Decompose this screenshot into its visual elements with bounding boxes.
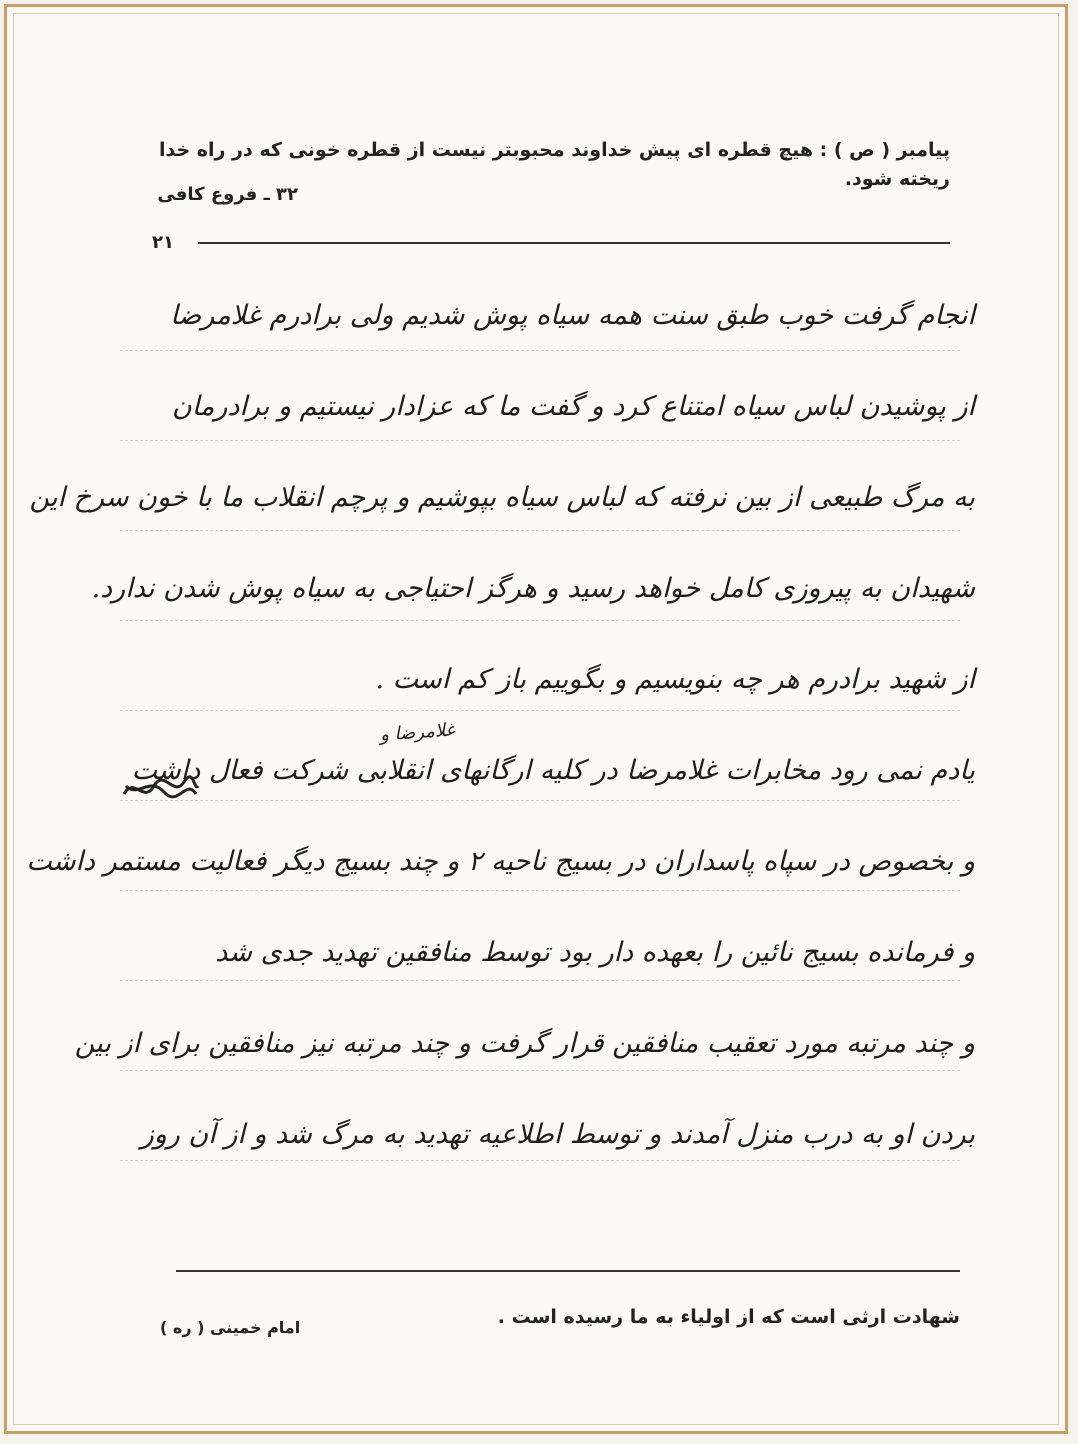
letter-line-3: به مرگ طبیعی از بین نرفته که لباس سیاه بپوشیم و پرچم انقلاب ما با خون سرخ این — [29, 482, 975, 513]
letter-line-8: و فرمانده بسیج نائین را بعهده دار بود توسط منافقین تهدید جدی شد — [215, 937, 975, 968]
page-number: ۲۱ — [152, 232, 174, 253]
letter-line-10: بردن او به درب منزل آمدند و توسط اطلاعیه تهدید به مرگ شد و از آن روز — [140, 1119, 975, 1150]
crossed-out-scribble — [120, 768, 200, 808]
letter-line-9: و چند مرتبه مورد تعقیب منافقین قرار گرفت و چند مرتبه نیز منافقین برای از بین — [74, 1028, 975, 1059]
header-quote: پیامبر ( ص ) : هیچ قطره ای پیش خداوند محبوبتر نیست از قطره خونی که در راه خدا ریخته شود. — [158, 139, 950, 190]
letter-line-1: انجام گرفت خوب طبق سنت همه سیاه پوش شدیم ولی برادرم غلامرضا — [170, 300, 975, 331]
header-source: ۳۲ ـ فروع کافی — [157, 184, 298, 205]
letter-line-5: از شهید برادرم هر چه بنویسیم و بگوییم باز کم است . — [375, 664, 975, 695]
margin-annotation: غلامرضا و — [379, 719, 456, 746]
letter-line-4: شهیدان به پیروزی کامل خواهد رسید و هرگز احتیاجی به سیاه پوش شدن ندارد. — [91, 573, 975, 604]
letter-line-7: و بخصوص در سپاه پاسداران در بسیج ناحیه ۲ و چند بسیج دیگر فعالیت مستمر داشت — [26, 846, 975, 877]
footer-quote: شهادت ارثی است که از اولیاء به ما رسیده است . — [497, 1306, 960, 1328]
footer-divider — [176, 1270, 960, 1272]
footer-source: امام خمینی ( ره ) — [160, 1318, 301, 1337]
handwritten-letter — [26, 286, 975, 1196]
letter-line-6: یادم نمی رود مخابرات غلامرضا در کلیه ارگانهای انقلابی شرکت فعال داشت — [131, 755, 975, 786]
header-divider — [198, 242, 950, 244]
letter-line-2: از پوشیدن لباس سیاه امتناع کرد و گفت ما که عزادار نیستیم و برادرمان — [171, 391, 975, 422]
